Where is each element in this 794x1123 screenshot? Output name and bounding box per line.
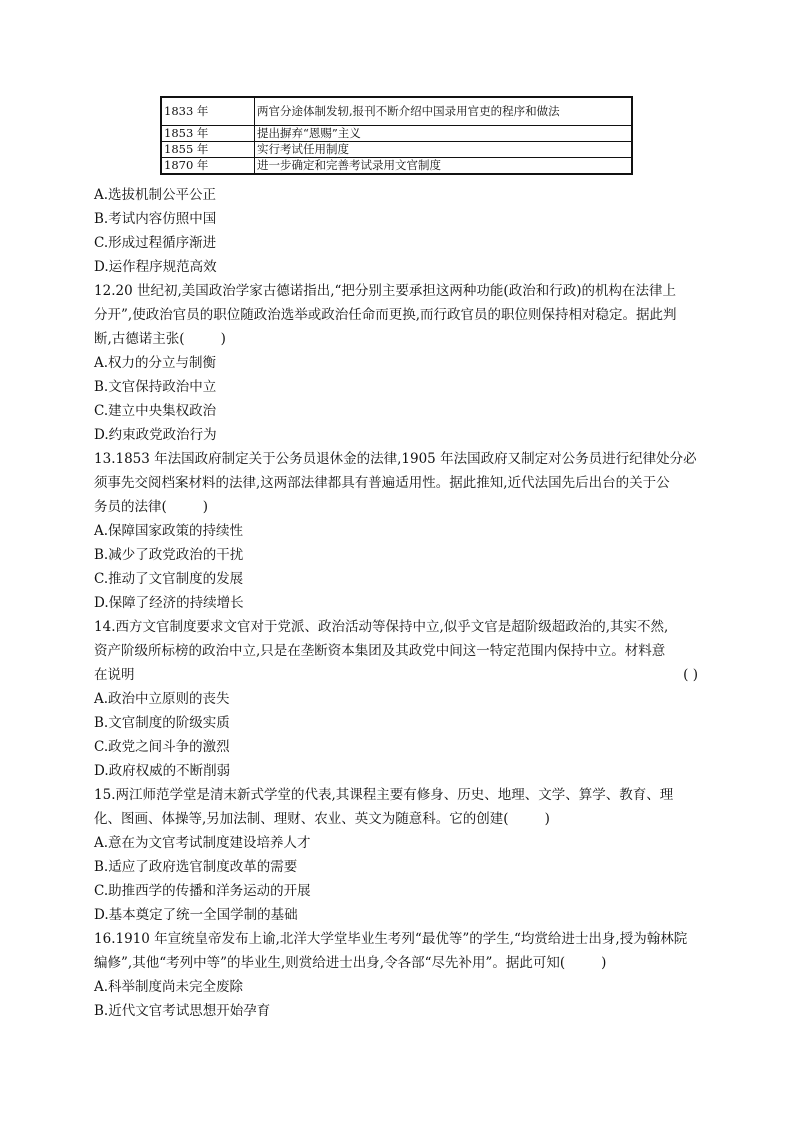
- q13-option-b: B.减少了政党政治的干扰: [94, 547, 244, 563]
- q15-option-d: D.基本奠定了统一全国学制的基础: [94, 907, 298, 923]
- table-cell-event: 提出摒弃“恩赐”主义: [255, 126, 633, 142]
- answer-bracket: ( ): [683, 667, 698, 683]
- q11-option-d: D.运作程序规范高效: [94, 259, 217, 275]
- table-row: [161, 126, 632, 142]
- q11-option-a: A.选拔机制公平公正: [94, 187, 217, 203]
- q14-option-b: B.文官制度的阶级实质: [94, 715, 230, 731]
- q14-stem-line: 14.西方文官制度要求文官对于党派、政治活动等保持中立,似乎文官是超阶级超政治的,其实不然,: [94, 619, 669, 635]
- q12-option-d: D.约束政党政治行为: [94, 427, 217, 443]
- q15-option-c: C.助推西学的传播和洋务运动的开展: [94, 883, 311, 899]
- table-row: [161, 142, 632, 158]
- table-cell-event: 两官分途体制发轫,报刊不断介绍中国录用官吏的程序和做法: [255, 97, 633, 126]
- q12-stem-line: 12.20 世纪初,美国政治学家古德诺指出,“把分别主要承担这两种功能(政治和行政)的机构在法律上: [94, 283, 676, 299]
- q16-stem-line: 编修”,其他“考列中等”的毕业生,则赏给进士出身,令各部“尽先补用”。据此可知( ): [94, 955, 607, 971]
- q12-option-a: A.权力的分立与制衡: [94, 355, 217, 371]
- q11-option-b: B.考试内容仿照中国: [94, 211, 217, 227]
- question-number: 14: [94, 619, 112, 635]
- q16-option-b: B.近代文官考试思想开始孕育: [94, 1003, 271, 1019]
- q15-option-b: B.适应了政府选官制度改革的需要: [94, 859, 298, 875]
- table-cell-event: 实行考试任用制度: [255, 142, 633, 158]
- q11-option-c: C.形成过程循序渐进: [94, 235, 217, 251]
- q15-option-a: A.意在为文官考试制度建设培养人才: [94, 835, 311, 851]
- q12-stem-line: 断,古德诺主张( ): [94, 331, 226, 347]
- question-number: 13: [94, 451, 112, 467]
- q13-stem-line: 须事先交阅档案材料的法律,这两部法律都具有普遍适用性。据此推知,近代法国先后出台的关于公: [94, 475, 670, 491]
- q14-stem-line: 资产阶级所标榜的政治中立,只是在垄断资本集团及其政党中间这一特定范围内保持中立。材料意: [94, 643, 666, 659]
- q13-stem-line: 务员的法律( ): [94, 499, 209, 515]
- table-row: [161, 97, 632, 126]
- q13-stem-line: 13.1853 年法国政府制定关于公务员退休金的法律,1905 年法国政府又制定对公务员进行纪律处分必: [94, 451, 697, 467]
- table-cell-event: 进一步确定和完善考试录用文官制度: [255, 158, 633, 175]
- q16-stem-line: 16.1910 年宣统皇帝发布上谕,北洋大学堂毕业生考列“最优等”的学生,“均赏给进士出身,授为翰林院: [94, 931, 688, 947]
- q12-option-c: C.建立中央集权政治: [94, 403, 217, 419]
- table-row: [161, 158, 632, 175]
- q13-option-d: D.保障了经济的持续增长: [94, 595, 244, 611]
- q14-stem-line: 在说明 ( ): [94, 667, 698, 683]
- table-cell-year: 1833 年: [161, 97, 255, 126]
- q12-option-b: B.文官保持政治中立: [94, 379, 217, 395]
- q12-stem-line: 分开”,使政治官员的职位随政治选举或政治任命而更换,而行政官员的职位则保持相对稳定。据此判: [94, 307, 677, 323]
- q13-option-c: C.推动了文官制度的发展: [94, 571, 244, 587]
- q15-stem-line: 化、图画、体操等,另加法制、理财、农业、英文为随意科。它的创建( ): [94, 811, 550, 827]
- q13-option-a: A.保障国家政策的持续性: [94, 523, 244, 539]
- q16-option-a: A.科举制度尚未完全废除: [94, 979, 244, 995]
- q14-option-d: D.政府权威的不断削弱: [94, 763, 231, 779]
- history-table: [160, 96, 633, 175]
- q15-stem-line: 15.两江师范学堂是清末新式学堂的代表,其课程主要有修身、历史、地理、文学、算学、教育、理: [94, 787, 674, 803]
- question-number: 12: [94, 283, 112, 299]
- q14-option-c: C.政党之间斗争的激烈: [94, 739, 230, 755]
- table-cell-year: 1853 年: [161, 126, 255, 142]
- table-cell-year: 1870 年: [161, 158, 255, 175]
- question-number: 15: [94, 787, 112, 803]
- question-number: 16: [94, 931, 112, 947]
- table-cell-year: 1855 年: [161, 142, 255, 158]
- q14-option-a: A.政治中立原则的丧失: [94, 691, 230, 707]
